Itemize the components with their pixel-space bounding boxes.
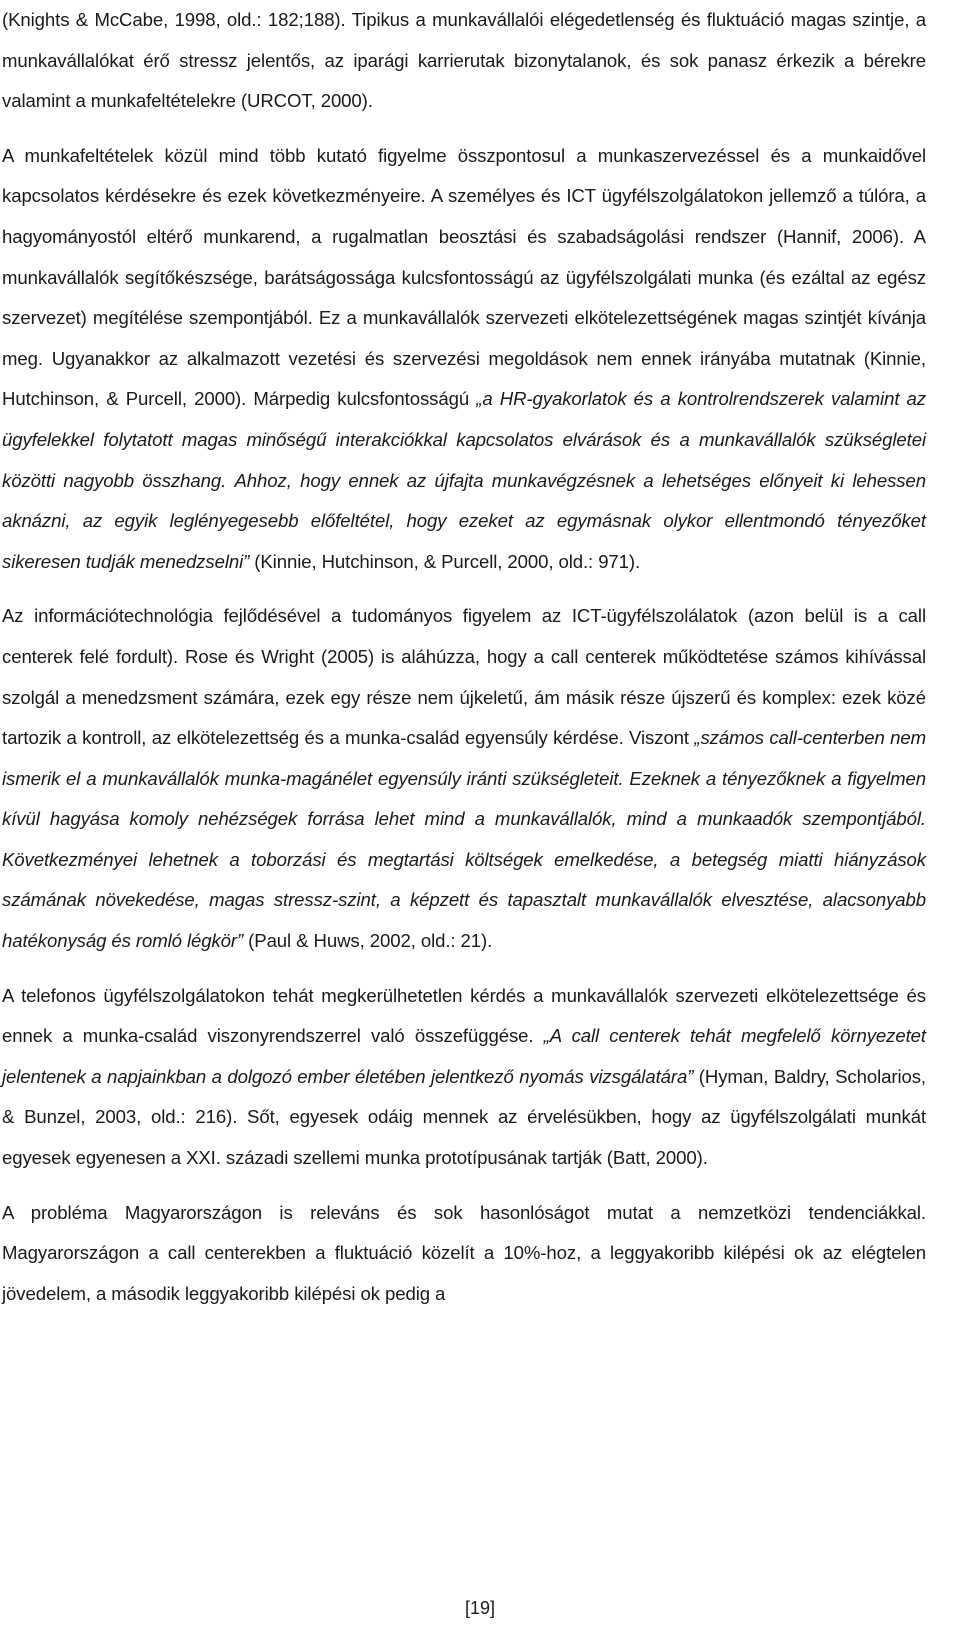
- paragraph-text: (Knights & McCabe, 1998, old.: 182;188). Tipikus a munkavállalói elégedetlenség és fluktuáció magas szintje, a munkavállalókat érő stressz jelentős, az iparági karrierutak bizonytalanok, és sok panasz érkezik a bérekre valamint a munkafeltételekre (URCOT, 2000).: [2, 9, 926, 112]
- paragraph-1: [2, 0, 926, 122]
- document-page: [2, 0, 926, 1314]
- paragraph-5: [2, 1193, 926, 1315]
- quotation-text: Ahhoz, hogy ennek az újfajta munkavégzésnek a lehetséges előnyeit ki lehessen aknázni, az egyik leglényegesebb előfeltétel, hogy ezeket az egymásnak olykor ellentmondó tényezőket sikeresen tudják menedzselni”: [2, 469, 926, 572]
- citation-text: (Kinnie, Hutchinson, & Purcell, 2000, old.: 971).: [249, 550, 641, 572]
- citation-text: (Paul & Huws, 2002, old.: 21).: [243, 930, 493, 952]
- paragraph-text: [226, 470, 234, 491]
- quotation-text: „a HR-gyakorlatok és a kontrolrendszerek valamint az ügyfelekkel folytatott magas minőségű interakciókkal kapcsolatos elvárások és a munkavállalók szükségletei közötti nagyobb összhang.: [2, 388, 926, 491]
- paragraph-text: A telefonos ügyfélszolgálatokon tehát megkerülhetetlen kérdés a munkavállalók szervezeti elkötelezettsége és ennek a munka-család viszonyrendszerrel való összefüggése.: [2, 984, 926, 1047]
- paragraph-text: (Hyman, Baldry, Scholarios, & Bunzel, 2003, old.: 216). Sőt, egyesek odáig mennek az érvelésükben, hogy az ügyfélszolgálati munkát egyesek egyenesen a XXI. századi szellemi munka prototípusának tartják (Batt, 2000).: [2, 1065, 926, 1169]
- paragraph-text: A probléma Magyarországon is releváns és sok hasonlóságot mutat a nemzetközi tendenciákkal. Magyarországon a call centerekben a fluktuáció közelít a 10%-hoz, a leggyakoribb kilépési ok az elégtelen jövedelem, a második leggyakoribb kilépési ok pedig a: [2, 1201, 926, 1304]
- paragraph-text: Az információtechnológia fejlődésével a tudományos figyelem az ICT-ügyfélszolálatok (azon belül is a call centerek felé fordult). Rose és Wright (2005) is aláhúzza, hogy a call centerek működtetése számos kihívással szolgál a menedzsment számára, ezek egy része nem újkeletű, ám másik része újszerű és komplex: ezek közé tartozik a kontroll, az elkötelezettség és a munka-család egyensúly kérdése. Viszont: [2, 605, 926, 749]
- document-body: [2, 0, 926, 1314]
- page-number: [19]: [464, 1598, 496, 1618]
- paragraph-4: [2, 976, 926, 1179]
- quotation-text: „számos call-centerben nem ismerik el a munkavállalók munka-magánélet egyensúly iránti szükségleteit. Ezeknek a tényezőknek a figyelmen kívül hagyása komoly nehézségek forrása lehet mind a munkavállalók, mind a munkaadók szempontjából. Következményei lehetnek a toborzási és megtartási költségek emelkedése, a betegség miatti hiányzások számának növekedése, magas stressz-szint, a képzett és tapasztalt munkavállalók elvesztése, alacsonyabb hatékonyság és romló légkör”: [2, 727, 926, 952]
- paragraph-3: [2, 596, 926, 961]
- paragraph-2: [2, 136, 926, 583]
- paragraph-text: A munkafeltételek közül mind több kutató figyelme összpontosul a munkaszervezéssel és a munkaidővel kapcsolatos kérdésekre és ezek következményeire. A személyes és ICT ügyfélszolgálatokon jellemző a túlóra, a hagyományostól eltérő munkarend, a rugalmatlan beosztási és szabadságolási rendszer (Hannif, 2006). A munkavállalók segítőkészsége, barátságossága kulcsfontosságú az ügyfélszolgálati munka (és ezáltal az egész szervezet) megítélése szempontjából. Ez a munkavállalók szervezeti elkötelezettségének magas szintjét kívánja meg. Ugyanakkor az alkalmazott vezetési és szervezési megoldások nem ennek irányába mutatnak (Kinnie, Hutchinson, & Purcell, 2000). Márpedig kulcsfontosságú: [2, 144, 926, 410]
- quotation-text: „A call centerek tehát megfelelő környezetet jelentenek a napjainkban a dolgozó ember életében jelentkező nyomás vizsgálatára”: [2, 1025, 926, 1087]
